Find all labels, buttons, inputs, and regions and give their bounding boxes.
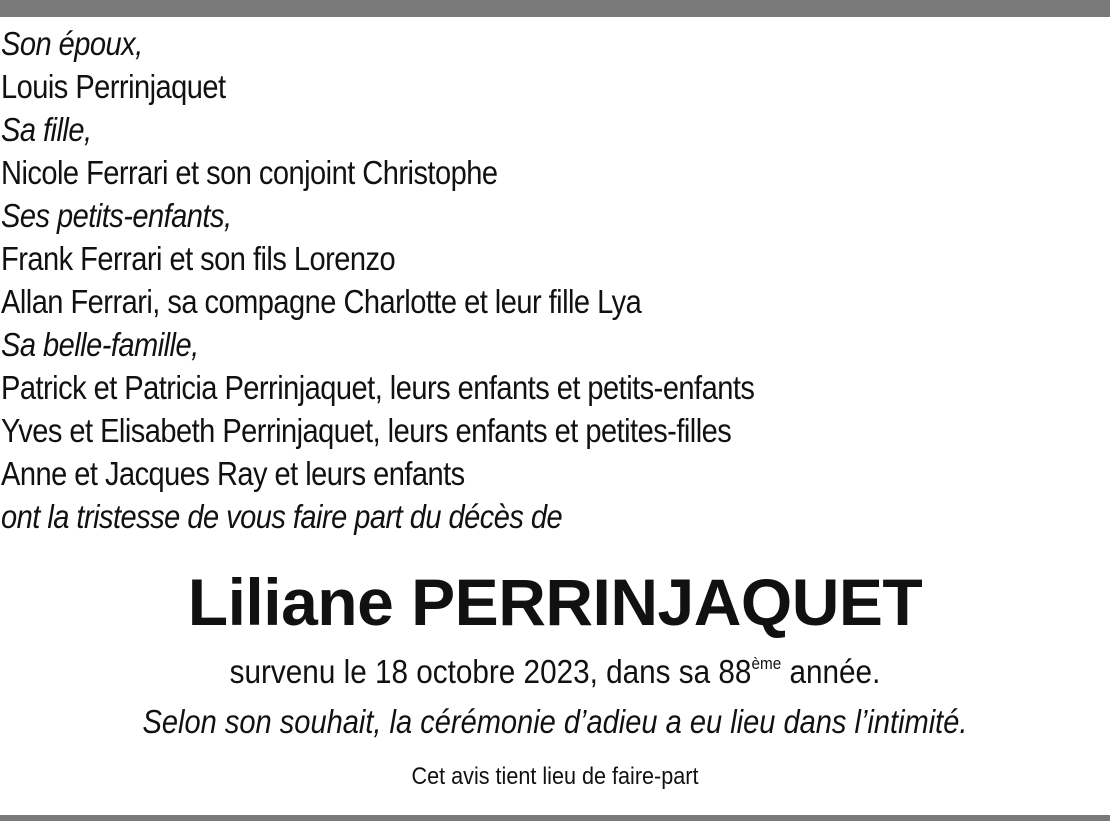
family-line: Nicole Ferrari et son conjoint Christophe [1,154,498,191]
death-info [56,650,1055,694]
family-line: Yves et Elisabeth Perrinjaquet, leurs enfants et petites-filles [1,412,732,449]
death-info-prefix: survenu le 18 octobre 2023, dans sa 88 [229,653,752,690]
footnote: Cet avis tient lieu de faire-part [411,763,699,790]
family-line: Anne et Jacques Ray et leurs enfants [1,455,465,492]
family-line: Sa belle-famille, [1,326,199,363]
family-line: Patrick et Patricia Perrinjaquet, leurs enfants et petits-enfants [1,369,755,406]
family-line: Louis Perrinjaquet [1,68,226,105]
deceased-name: Liliane PERRINJAQUET [187,565,923,639]
death-info-ordinal-suffix: ème [751,654,782,673]
announcement-line: ont la tristesse de vous faire part du décès de [1,498,563,535]
bottom-frame-bar [0,815,1110,821]
top-frame-bar [0,0,1110,17]
family-line: Sa fille, [1,111,92,148]
family-line: Son époux, [1,25,143,62]
family-line: Frank Ferrari et son fils Lorenzo [1,240,396,277]
ceremony-note: Selon son souhait, la cérémonie d’adieu a eu lieu dans l’intimité. [142,703,968,740]
death-info-suffix: année. [781,653,881,690]
family-line: Ses petits-enfants, [1,197,232,234]
family-list [1,22,857,538]
family-line: Allan Ferrari, sa compagne Charlotte et leur fille Lya [1,283,642,320]
